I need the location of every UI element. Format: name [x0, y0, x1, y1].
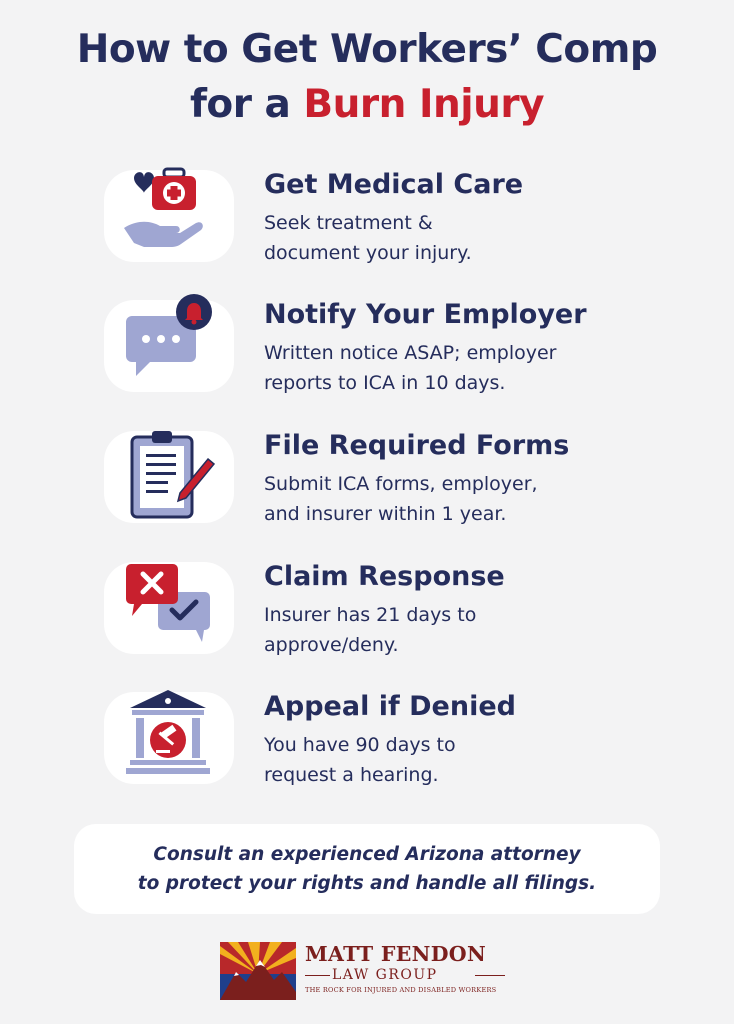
- step-description: [264, 730, 654, 790]
- logo-divider: [305, 975, 330, 976]
- firm-tagline: THE ROCK FOR INJURED AND DISABLED WORKERS: [305, 986, 497, 994]
- step-notify-employer: [104, 298, 664, 418]
- title-line-2-prefix: for a: [189, 82, 304, 127]
- cta-line-1: Consult an experienced Arizona attorney: [153, 844, 581, 865]
- law-firm-logo: [220, 940, 520, 1002]
- step-description: [264, 208, 654, 268]
- title-line-1: How to Get Workers’ Comp: [76, 27, 658, 72]
- cta-line-2: to protect your rights and handle all filings.: [137, 873, 597, 894]
- step-description-line: Submit ICA forms, employer,: [264, 473, 538, 495]
- courthouse-gavel-icon: [104, 692, 234, 784]
- step-title: File Required Forms: [264, 430, 570, 461]
- page-title: [0, 22, 734, 132]
- step-appeal-if-denied: [104, 690, 664, 810]
- call-to-action-box: [74, 824, 660, 914]
- step-description-line: approve/deny.: [264, 634, 399, 656]
- firm-name: MATT FENDON: [305, 942, 486, 966]
- firm-subtitle: LAW GROUP: [332, 967, 438, 983]
- step-description-line: You have 90 days to: [264, 734, 456, 756]
- step-description-line: Seek treatment &: [264, 212, 433, 234]
- step-description-line: document your injury.: [264, 242, 472, 264]
- step-claim-response: [104, 560, 664, 680]
- step-description-line: reports to ICA in 10 days.: [264, 372, 506, 394]
- arizona-flag-mountain-emblem-icon: [220, 942, 296, 1000]
- step-description-line: request a hearing.: [264, 764, 439, 786]
- logo-divider: [475, 975, 505, 976]
- step-description: [264, 338, 654, 398]
- step-title: Get Medical Care: [264, 169, 524, 200]
- step-description: [264, 600, 654, 660]
- step-get-medical-care: [104, 168, 664, 288]
- chat-bubble-bell-icon: [104, 300, 234, 392]
- medical-kit-hand-heart-icon: [104, 170, 234, 262]
- clipboard-pen-icon: [104, 431, 234, 523]
- title-line-2: [0, 77, 734, 132]
- x-check-bubbles-icon: [104, 562, 234, 654]
- step-title: Notify Your Employer: [264, 299, 587, 330]
- step-description: [264, 469, 654, 529]
- step-title: Appeal if Denied: [264, 691, 516, 722]
- step-description-line: Insurer has 21 days to: [264, 604, 477, 626]
- step-description-line: and insurer within 1 year.: [264, 503, 507, 525]
- title-accent: Burn Injury: [303, 82, 545, 127]
- step-description-line: Written notice ASAP; employer: [264, 342, 557, 364]
- step-file-required-forms: [104, 429, 664, 549]
- step-title: Claim Response: [264, 561, 505, 592]
